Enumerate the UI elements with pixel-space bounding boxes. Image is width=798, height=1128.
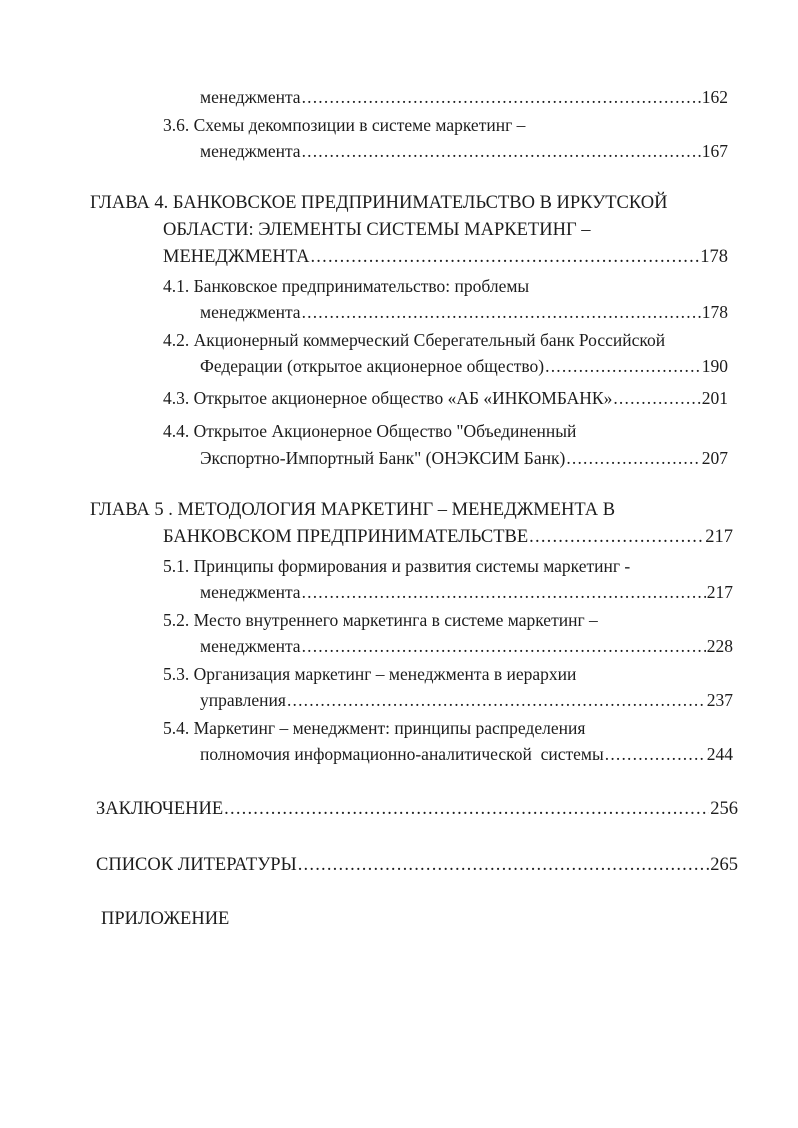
leader-dots xyxy=(302,138,701,164)
section-number: 5.2. xyxy=(163,610,190,630)
entry-title-continued: Экспортно-Импортный Банк" (ОНЭКСИМ Банк) xyxy=(200,448,566,468)
section-number: 5.1. xyxy=(163,556,190,576)
entry-title-continued: менеджмента xyxy=(200,302,301,322)
page-number: 237 xyxy=(706,690,733,710)
section-number: 4.1. xyxy=(163,276,190,296)
toc-entry-5-2 xyxy=(163,607,733,633)
toc-entry-4-2-line2 xyxy=(200,353,728,379)
toc-entry-references xyxy=(96,852,738,878)
page-number: 256 xyxy=(710,799,738,819)
entry-title-continued: Федерации (открытое акционерное общество) xyxy=(200,356,545,376)
leader-dots xyxy=(302,633,706,659)
entry-title: Банковское предпринимательство: проблемы xyxy=(193,276,530,296)
entry-title-continued: БАНКОВСКОМ ПРЕДПРИНИМАТЕЛЬСТВЕ xyxy=(163,527,529,547)
entry-title-continued: менеджмента xyxy=(200,636,301,656)
page-number: 201 xyxy=(701,388,728,408)
leader-dots xyxy=(302,579,706,605)
entry-title: Принципы формирования и развития системы маркетинг - xyxy=(193,556,631,576)
toc-entry-5-4-line2 xyxy=(200,741,733,767)
leader-dots xyxy=(529,524,704,550)
section-number: 5.4. xyxy=(163,718,190,738)
entry-title-continued: МЕНЕДЖМЕНТА xyxy=(163,247,310,267)
leader-dots xyxy=(310,244,699,270)
toc-entry-5-1-line2 xyxy=(200,579,733,605)
leader-dots xyxy=(302,299,701,325)
section-number: 4.2. xyxy=(163,330,190,350)
toc-entry-conclusion xyxy=(96,796,738,822)
toc-entry-3-5-continuation xyxy=(200,84,728,110)
page-number: 217 xyxy=(705,527,733,547)
entry-title-continued: полномочия информационно-аналитической системы xyxy=(200,744,604,764)
chapter-4-heading-line2: ОБЛАСТИ: ЭЛЕМЕНТЫ СИСТЕМЫ МАРКЕТИНГ – xyxy=(163,220,591,240)
leader-dots xyxy=(545,353,701,379)
entry-title: Акционерный коммерческий Сберегательный банк Российской xyxy=(193,330,666,350)
entry-title: СПИСОК ЛИТЕРАТУРЫ xyxy=(96,855,297,875)
toc-entry-5-3-line2 xyxy=(200,687,733,713)
leader-dots xyxy=(298,852,710,878)
entry-title: Маркетинг – менеджмент: принципы распределения xyxy=(193,718,586,738)
page-number: 244 xyxy=(706,744,733,764)
toc-entry-3-6 xyxy=(163,112,723,138)
chapter-5-heading-line2 xyxy=(163,524,733,550)
chapter-4-heading: ГЛАВА 4. БАНКОВСКОЕ ПРЕДПРИНИМАТЕЛЬСТВО В ИРКУТСКОЙ xyxy=(90,193,668,213)
section-number: 4.4. xyxy=(163,421,190,441)
leader-dots xyxy=(605,741,706,767)
toc-entry-5-3 xyxy=(163,661,733,687)
section-number: 3.6. xyxy=(163,115,190,135)
entry-title: менеджмента xyxy=(200,87,301,107)
toc-entry-4-1-line2 xyxy=(200,299,728,325)
page-number: 167 xyxy=(701,141,728,161)
toc-entry-5-1 xyxy=(163,553,733,579)
toc-entry-5-2-line2 xyxy=(200,633,733,659)
entry-title: Организация маркетинг – менеджмента в иерархии xyxy=(193,664,577,684)
page-number: 162 xyxy=(701,87,728,107)
chapter-5-heading: ГЛАВА 5 . МЕТОДОЛОГИЯ МАРКЕТИНГ – МЕНЕДЖМЕНТА В xyxy=(90,500,616,520)
page-number: 228 xyxy=(706,636,733,656)
toc-entry-3-6-line2 xyxy=(200,138,728,164)
page-number: 190 xyxy=(701,356,728,376)
entry-title: Место внутреннего маркетинга в системе маркетинг – xyxy=(193,610,598,630)
toc-entry-4-4-line2 xyxy=(200,445,728,471)
toc-entry-4-4 xyxy=(163,418,723,444)
entry-title: Открытое Акционерное Общество "Объединенный xyxy=(193,421,577,441)
page-number: 178 xyxy=(700,247,728,267)
entry-title-continued: менеджмента xyxy=(200,582,301,602)
page-number: 207 xyxy=(701,448,728,468)
chapter-4-heading-line3 xyxy=(163,244,728,270)
toc-entry-appendix: ПРИЛОЖЕНИЕ xyxy=(101,909,230,929)
toc-entry-5-4 xyxy=(163,715,733,741)
page-number: 178 xyxy=(701,302,728,322)
leader-dots xyxy=(224,796,709,822)
leader-dots xyxy=(566,445,700,471)
section-number: 5.3. xyxy=(163,664,190,684)
leader-dots xyxy=(302,84,701,110)
toc-entry-4-1 xyxy=(163,273,723,299)
entry-title: Открытое акционерное общество «АБ «ИНКОМБАНК» xyxy=(193,388,613,408)
entry-title: Схемы декомпозиции в системе маркетинг – xyxy=(193,115,526,135)
entry-title-continued: управления xyxy=(200,690,286,710)
leader-dots xyxy=(613,385,700,411)
toc-entry-4-3 xyxy=(163,385,728,411)
page-number: 217 xyxy=(706,582,733,602)
leader-dots xyxy=(287,687,706,713)
toc-entry-4-2 xyxy=(163,327,733,353)
section-number: 4.3. xyxy=(163,388,190,408)
page-number: 265 xyxy=(710,855,738,875)
entry-title: ЗАКЛЮЧЕНИЕ xyxy=(96,799,224,819)
entry-title-continued: менеджмента xyxy=(200,141,301,161)
